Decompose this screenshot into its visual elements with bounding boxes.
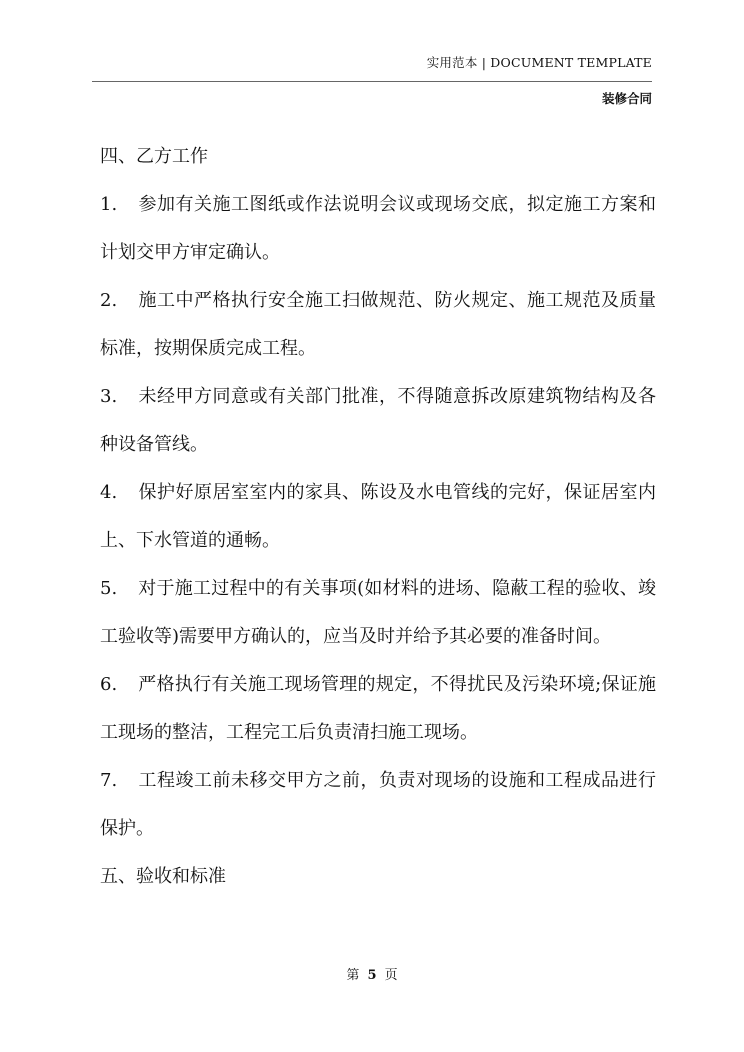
header-subtitle: 装修合同 [601, 91, 652, 106]
item-text: 保护好原居室室内的家具、陈设及水电管线的完好，保证居室内上、下水管道的通畅。 [100, 482, 656, 551]
item-number: 5. [100, 578, 118, 599]
item-text: 施工中严格执行安全施工扫做规范、防火规定、施工规范及质量标准，按期保质完成工程。 [100, 290, 656, 359]
list-item [100, 469, 656, 565]
list-item [100, 661, 656, 757]
list-item [100, 757, 656, 853]
footer-prefix: 第 [346, 968, 360, 983]
list-item [100, 565, 656, 661]
page-number: 5 [367, 968, 377, 983]
list-item [100, 373, 656, 469]
item-number: 1. [100, 194, 118, 215]
header-title: 实用范本 | DOCUMENT TEMPLATE [426, 55, 652, 70]
item-text: 未经甲方同意或有关部门批准，不得随意拆改原建筑物结构及各种设备管线。 [100, 386, 656, 455]
section-heading: 四、乙方工作 [100, 146, 208, 167]
item-text: 工程竣工前未移交甲方之前，负责对现场的设施和工程成品进行保护。 [100, 770, 656, 839]
item-number: 7. [100, 770, 118, 791]
item-text: 参加有关施工图纸或作法说明会议或现场交底，拟定施工方案和计划交甲方审定确认。 [100, 194, 656, 263]
item-number: 6. [100, 674, 118, 695]
item-number: 4. [100, 482, 118, 503]
footer-suffix: 页 [384, 968, 398, 983]
list-item [100, 181, 656, 277]
document-body [100, 133, 656, 901]
item-number: 2. [100, 290, 118, 311]
item-text: 对于施工过程中的有关事项(如材料的进场、隐蔽工程的验收、竣工验收等)需要甲方确认的，应当及时并给予其必要的准备时间。 [100, 578, 656, 647]
page-footer [0, 964, 744, 983]
header-divider [92, 81, 652, 82]
list-item [100, 277, 656, 373]
section-heading: 五、验收和标准 [100, 866, 226, 887]
item-text: 严格执行有关施工现场管理的规定，不得扰民及污染环境;保证施工现场的整洁，工程完工后负责清扫施工现场。 [100, 674, 656, 743]
item-number: 3. [100, 386, 118, 407]
